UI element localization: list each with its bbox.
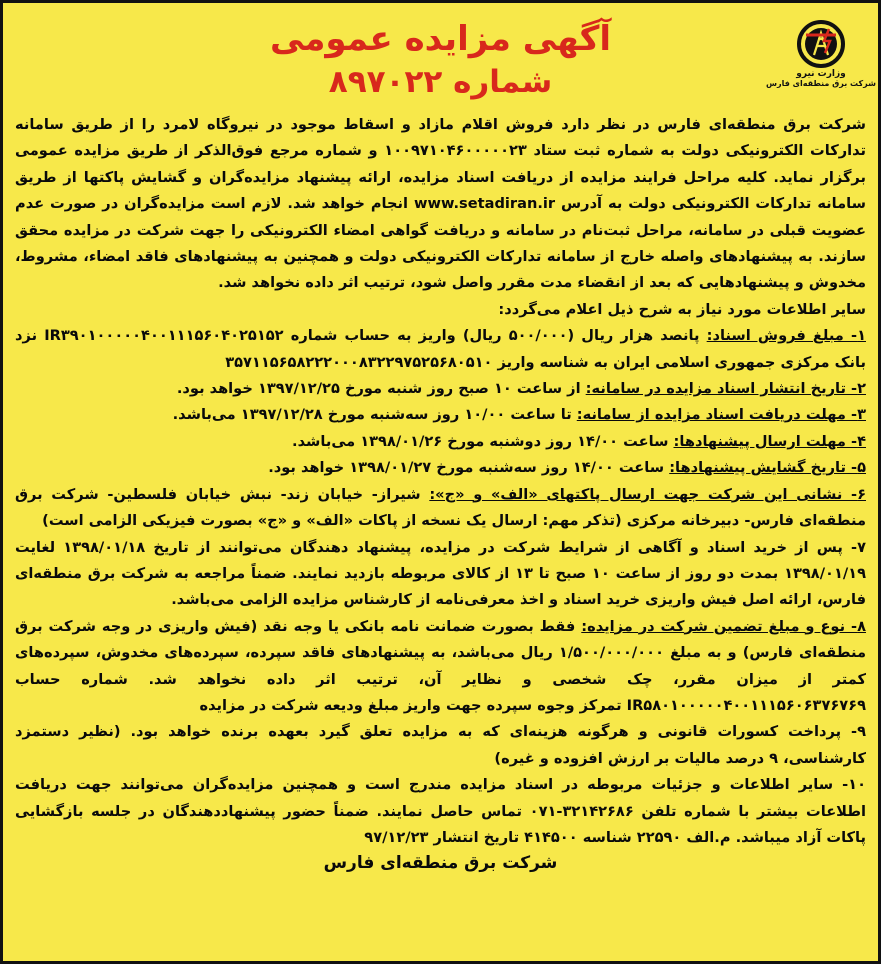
item-text: فقط بصورت ضمانت نامه بانکی یا وجه نقد (فیش واریزی در وجه شرکت برق منطقه‌ای فارس) و به مبلغ ۱/۵۰۰/۰۰۰/۰۰۰ ریال می‌باشد، به پیشنهادهای فاقد سپرده، سپرده‌های مخدوش، سپرده‌های کمتر از میزان مقرر، چک شخصی و نظایر آن، ترتیب اثر داده نخواهد شد. شماره حساب IR۵۸۰۱۰۰۰۰۰۴۰۰۱۱۱۵۶۰۶۳۷۶۷۶۹ تمرکز وجوه سپرده جهت واریز مبلغ ودیعه شرکت در مزایده [15,617,866,714]
item-8 [15,614,866,720]
intro-paragraph: شرکت برق منطقه‌ای فارس در نظر دارد فروش اقلام مازاد و اسقاط موجود در نیروگاه لامرد را از طریق سامانه تدارکات الکترونیکی دولت به شماره ثبت ستاد ۱۰۰۹۷۱۰۴۶۰۰۰۰۰۲۳ و شماره مرجع فوق‌الذکر از طریق مزایده عمومی برگزار نماید. کلیه مراحل فرایند مزایده از دریافت اسناد مزایده، ارائه پیشنهاد مزایده‌گران و گشایش پاکتها از طریق سامانه تدارکات الکترونیکی دولت به آدرس www.setadiran.ir انجام خواهد شد. لازم است مزایده‌گران در صورت عدم عضویت قبلی در سامانه، مراحل ثبت‌نام در سامانه و دریافت گواهی امضاء الکترونیکی را جهت شرکت در مزایده محقق سازند. به پیشنهادهای واصله خارج از سامانه تدارکات الکترونیکی دولت و همچنین به پیشنهادهای فاقد امضاء، مشروط، مخدوش و پیشنهادهایی که بعد از انقضاء مدت مقرر واصل شود، ترتیب اثر داده نخواهد شد. [15,116,867,292]
item-text: ۷- پس از خرید اسناد و آگاهی از شرایط شرکت در مزایده، پیشنهاد دهندگان می‌توانند از تاریخ ۱۳۹۸/۰۱/۱۸ لغایت ۱۳۹۸/۰۱/۱۹ بمدت دو روز از ساعت ۱۰ صبح تا ۱۳ از کالای مربوطه بازدید نمایند. ضمناً مراجعه به شرکت برق منطقه‌ای فارس، ارائه اصل فیش واریزی خرید اسناد و اخذ معرفی‌نامه از کارشناس مزایده الزامی می‌باشد. [15,538,866,609]
item-text: پانصد هزار ریال (۵۰۰/۰۰۰ ریال) واریز به حساب شماره IR۳۹۰۱۰۰۰۰۰۴۰۰۱۱۱۵۶۰۴۰۲۵۱۵۲ نزد بانک مرکزی جمهوری اسلامی ایران به شناسه واریز ۳۵۷۱۱۵۶۵۸۲۲۲۰۰۰۸۳۲۲۹۷۵۲۵۶۸۰۵۱۰ [15,327,866,371]
item-heading: ۸- نوع و مبلغ تضمین شرکت در مزایده: [581,617,866,635]
item-heading: ۳- مهلت دریافت اسناد مزایده از سامانه: [576,406,866,424]
item-text: شیراز- خیابان زند- نبش خیابان فلسطین- شرکت برق منطقه‌ای فارس- دبیرخانه مرکزی (تذکر مهم: ارسال یک نسخه از پاکات «الف» و «ج» بصورت فیزیکی الزامی است) [15,485,866,530]
item-3 [15,402,866,428]
item-heading: ۴- مهلت ارسال پیشنهادها: [673,432,866,450]
item-7 [15,535,866,614]
item-heading: ۲- تاریخ انتشار اسناد مزایده در سامانه: [585,380,866,398]
item-heading: ۱- مبلغ فروش اسناد: [706,327,866,345]
item-10 [15,772,866,851]
item-2 [15,376,866,402]
item-text: ۱۰- سایر اطلاعات و جزئیات مربوطه در اسناد مزایده مندرج است و همچنین مزایده‌گران می‌توانند جهت دریافت اطلاعات بیشتر با شماره تلفن ۳۲۱۴۲۶۸۶-۰۷۱ تماس حاصل نمایند. ضمناً حضور پیشنهاددهندگان در جلسه بازگشایی پاکات آزاد میباشد. م.الف ۲۲۵۹۰ شناسه ۴۱۴۵۰۰ تاریخ انتشار ۹۷/۱۲/۲۳ [15,776,866,846]
item-text: ۹- پرداخت کسورات قانونی و هرگونه هزینه‌ای که به مزایده تعلق گیرد بعهده برنده خواهد بود. (نظیر دستمزد کارشناسی، ۹ درصد مالیات بر ارزش افزوده و غیره) [15,723,866,767]
item-text: ساعت ۱۴/۰۰ روز دوشنبه مورخ ۱۳۹۸/۰۱/۲۶ می‌باشد. [292,432,674,450]
power-tower-logo-icon [796,19,846,69]
item-text: از ساعت ۱۰ صبح روز شنبه مورخ ۱۳۹۷/۱۲/۲۵ خواهد بود. [176,380,586,398]
item-6 [15,482,866,535]
item-1 [15,323,866,376]
item-9 [15,719,866,772]
item-4 [15,429,866,455]
other-info-line: سایر اطلاعات مورد نیاز به شرح ذیل اعلام می‌گردد: [498,300,866,318]
item-text: ساعت ۱۴/۰۰ روز سه‌شنبه مورخ ۱۳۹۸/۰۱/۲۷ خواهد بود. [268,459,670,477]
item-heading: ۵- تاریخ گشایش پیشنهادها: [669,459,866,477]
notice-title: آگهی مزایده عمومی [269,19,612,59]
notice-header [15,9,877,112]
company-logo [765,19,877,105]
item-heading: ۶- نشانی این شرکت جهت ارسال پاکتهای «الف» و «ج»: [429,485,866,503]
notice-body [15,112,866,851]
item-text: تا ساعت ۱۰/۰۰ روز سه‌شنبه مورخ ۱۳۹۷/۱۲/۲۸ می‌باشد. [172,406,577,424]
auction-number: شماره ۸۹۷۰۲۲ [328,64,553,100]
ministry-label: وزارت نیرو [796,69,846,79]
item-5 [15,455,866,481]
signature: شرکت برق منطقه‌ای فارس [323,853,558,874]
logo-company-label: شرکت برق منطقه‌ای فارس [765,79,877,88]
